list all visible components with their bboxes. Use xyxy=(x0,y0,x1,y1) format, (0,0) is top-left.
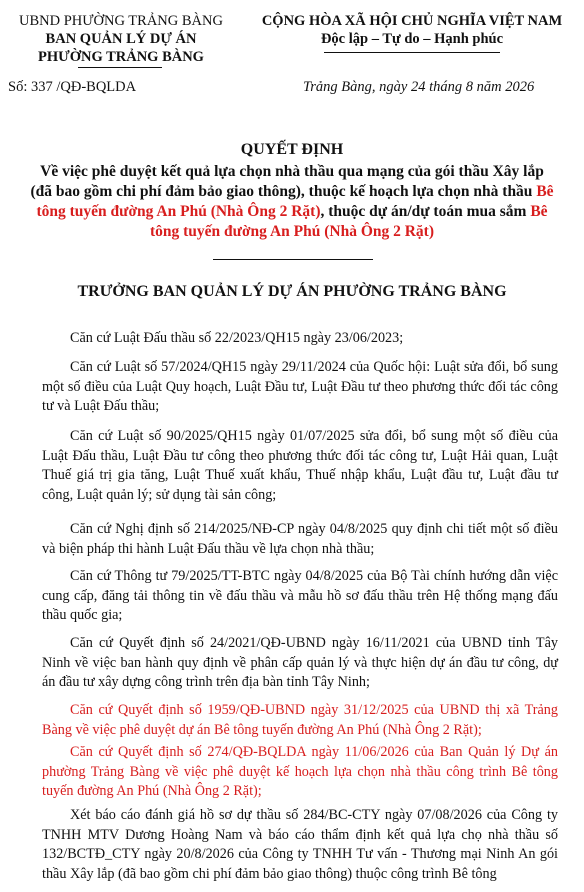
legal-basis-7: Căn cứ Quyết định số 1959/QĐ-UBND ngày 31/12/2025 của UBND thị xã Trảng Bàng về việc phê duyệt dự án Bê tông tuyến đường An Phú (Nhà Ông 2 Rặt); xyxy=(42,702,558,738)
legal-basis-5: Căn cứ Thông tư 79/2025/TT-BTC ngày 04/8/2025 của Bộ Tài chính hướng dẫn việc cung cấp, đăng tải thông tin về đấu thầu và mẫu hồ sơ đấu thầu trên Hệ thống mạng đấu thầu quốc gia; xyxy=(42,568,558,623)
subject-underline xyxy=(213,259,373,260)
legal-basis-4: Căn cứ Nghị định số 214/2025/NĐ-CP ngày 04/8/2025 quy định chi tiết một số điều và biện pháp thi hành Luật Đấu thầu về lựa chọn nhà thầu; xyxy=(42,521,558,557)
country-name: CỘNG HÒA XÃ HỘI CHỦ NGHĨA VIỆT NAM xyxy=(261,13,563,29)
legal-basis-3: Căn cứ Luật số 90/2025/QH15 ngày 01/07/2025 sửa đổi, bổ sung một số điều của Luật Đấu thầu, Luật Đầu tư công theo phương thức đối tác công tư, Luật Hải quan, Luật Thuế giá trị gia tăng, Luật Thuế xuất khẩu, Thuế nhập khẩu, Luật đầu tư, Luật đầu tư công, Luật quản lý; sử dụng tài sản công; xyxy=(42,428,558,503)
issuer-name: BAN QUẢN LÝ DỰ ÁN xyxy=(45,31,197,47)
subject-project-name-2: Bê tông tuyến đường An Phú (Nhà Ông 2 Rặt) xyxy=(149,203,548,240)
subject-project-name-1: Bê tông tuyến đường An Phú (Nhà Ông 2 Rặt) xyxy=(36,183,554,220)
decision-title: QUYẾT ĐỊNH xyxy=(240,141,344,158)
motto: Độc lập – Tự do – Hạnh phúc xyxy=(320,31,504,47)
subject-text-2: , thuộc dự án/dự toán mua sắm xyxy=(320,203,531,220)
issuer-underline xyxy=(78,67,162,68)
document-date: Trảng Bàng, ngày 24 tháng 8 năm 2026 xyxy=(303,79,535,95)
motto-underline xyxy=(324,52,500,53)
legal-basis-6: Căn cứ Quyết định số 24/2021/QĐ-UBND ngày 16/11/2021 của UBND tỉnh Tây Ninh về việc ban hành quy định về phân cấp quản lý và thực hiện dự án đầu tư công, dự án đầu tư xây dựng công trình trên địa bàn tỉnh Tây Ninh; xyxy=(42,635,558,690)
legal-basis-8: Căn cứ Quyết định số 274/QĐ-BQLDA ngày 11/06/2026 của Ban Quản lý Dự án phường Trảng Bàng về việc phê duyệt kế hoạch lựa chọn nhà thầu công trình Bê tông tuyến đường An Phú (Nhà Ông 2 Rặt); xyxy=(42,744,558,799)
issuer-block xyxy=(0,12,242,66)
national-motto-block xyxy=(244,12,580,48)
legal-basis-1: Căn cứ Luật Đấu thầu số 22/2023/QH15 ngày 23/06/2023; xyxy=(70,330,404,346)
legal-basis-2: Căn cứ Luật số 57/2024/QH15 ngày 29/11/2024 của Quốc hội: Luật sửa đổi, bổ sung một số điều của Luật Quy hoạch, Luật Đầu tư, Luật Đầu tư theo phương thức đối tác công tư và Luật Đấu thầu; xyxy=(42,359,558,414)
subject-text-1: Về việc phê duyệt kết quả lựa chọn nhà thầu qua mạng của gói thầu Xây lắp (đã bao gồm chi phí đảm bảo giao thông), thuộc kế hoạch lựa chọn nhà thầu xyxy=(30,163,544,200)
issuer-ward: PHƯỜNG TRẢNG BÀNG xyxy=(38,49,204,65)
evaluation-report: Xét báo cáo đánh giá hồ sơ dự thầu số 284/BC-CTY ngày 07/08/2026 của Công ty TNHH MTV Dương Hoàng Nam và báo cáo thẩm định kết quả lựa chọ nhà thầu số 132/BCTĐ_CTY ngày 20/8/2026 của Công ty TNHH Tư vấn - Thương mại Ninh An gói thầu Xây lắp (đã bao gồm chi phí đảm bảo giao thông) thuộc công trình Bê tông xyxy=(42,807,558,882)
authority-heading: TRƯỞNG BAN QUẢN LÝ DỰ ÁN PHƯỜNG TRẢNG BÀNG xyxy=(77,283,507,300)
decision-subject xyxy=(30,162,554,242)
document-number: Số: 337 /QĐ-BQLDA xyxy=(8,79,137,95)
issuer-parent: UBND PHƯỜNG TRẢNG BÀNG xyxy=(19,13,223,29)
